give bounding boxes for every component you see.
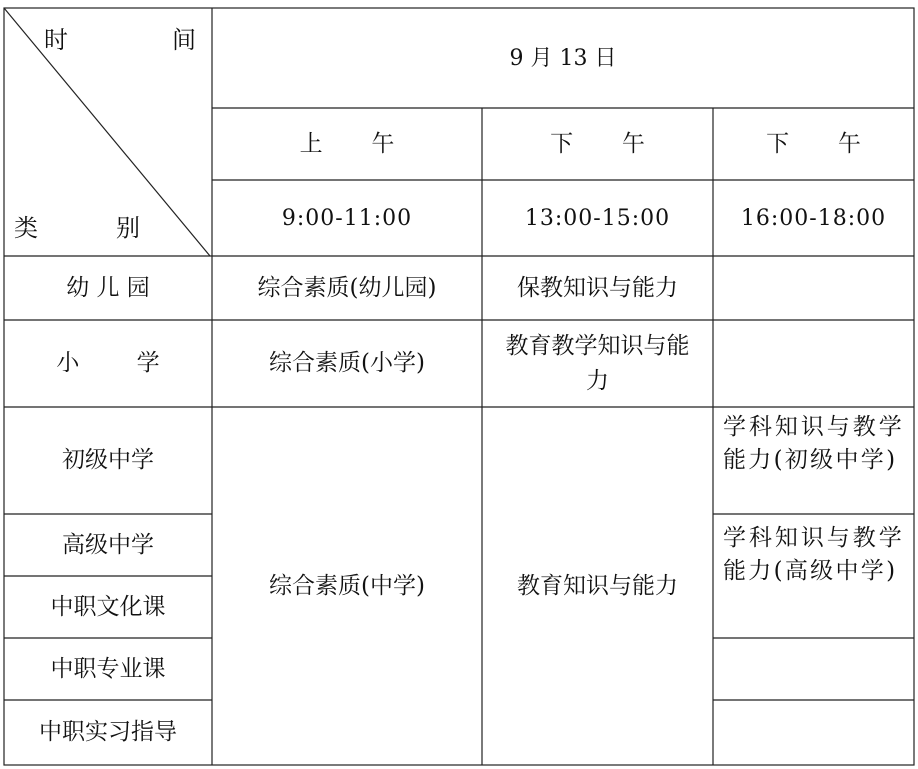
subject-kindergarten-morning: 综合素质(幼儿园) [257,274,437,301]
period-header-morning [212,108,482,180]
subject-vocational-major-afternoon-2 [713,638,914,700]
category-senior-high: 高级中学 [62,531,154,558]
subject-primary-afternoon-1: 教育教学知识与能力 [505,333,690,394]
period-header-afternoon-2 [713,108,914,180]
subject-secondary-afternoon-1: 教育知识与能力 [517,572,678,599]
period-label: 下 午 [766,130,882,157]
date-header: 9 月 13 日 [509,45,617,71]
category-junior-high: 初级中学 [62,447,154,474]
category-primary-label: 小 学 [56,350,160,377]
category-vocational-internship: 中职实习指导 [39,719,177,746]
subject-senior-high-afternoon-2: 学科知识与教学能力(高级中学) [723,525,904,585]
time-header-afternoon-1: 13:00-15:00 [524,205,671,231]
subject-primary-morning: 综合素质(小学) [269,350,425,377]
corner-category-char1: 类 [14,214,38,242]
subject-vocational-internship-afternoon-2 [713,700,914,765]
subject-kindergarten-afternoon-2 [713,256,914,320]
subject-primary-afternoon-2 [713,320,914,407]
subject-kindergarten-afternoon-1: 保教知识与能力 [517,274,678,301]
corner-time-char1: 时 [44,26,68,54]
category-vocational-major: 中职专业课 [50,655,166,682]
corner-category-char2: 别 [116,214,140,242]
subject-secondary-morning: 综合素质(中学) [269,572,425,599]
period-label: 下 午 [550,130,666,157]
time-header-morning: 9:00-11:00 [281,205,413,231]
corner-time-char2: 间 [172,26,196,54]
category-vocational-culture: 中职文化课 [50,593,166,620]
time-header-afternoon-2: 16:00-18:00 [740,205,887,231]
category-kindergarten: 幼 儿 园 [66,274,150,301]
period-label: 上 午 [299,130,416,157]
subject-junior-high-afternoon-2: 学科知识与教学能力(初级中学) [723,414,904,474]
period-header-afternoon-1 [482,108,713,180]
category-primary [4,320,212,407]
